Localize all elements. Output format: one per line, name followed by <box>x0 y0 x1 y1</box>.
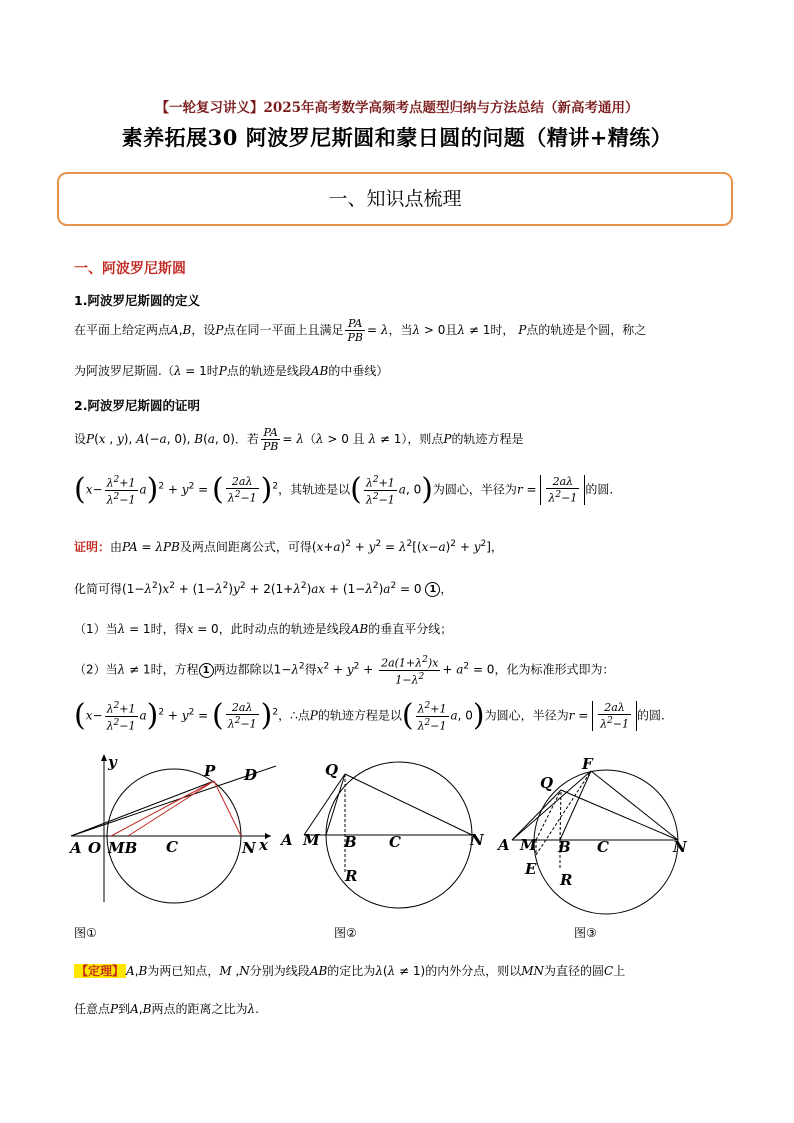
text: （2）当 <box>74 662 118 677</box>
text: 两边都除以 <box>213 662 274 677</box>
heading-apollonius: 一、阿波罗尼斯圆 <box>74 261 186 277</box>
text: ，其轨迹是以 <box>278 482 351 497</box>
text: 为圆心，半径为 <box>484 708 569 723</box>
text: 的轨迹方程是 <box>451 432 524 446</box>
fig2-label-n: N <box>470 831 484 849</box>
text: 的中垂线） <box>328 364 389 378</box>
fig3-label-r: R <box>560 871 573 889</box>
figure-1 <box>68 753 276 903</box>
fig3-label-c: C <box>597 838 609 856</box>
section-box <box>57 172 733 226</box>
text: 分别为线段 <box>249 964 310 978</box>
proof-label: 证明： <box>74 540 111 554</box>
fig1-label-mb: MB <box>108 839 138 857</box>
text: 设 <box>74 432 87 446</box>
equation-line-2: (x− $\frac{\lambda^2+1}{\lambda^2-1}$ $a)^2 + y^2$ = ( $\frac{2a\lambda}{\lambda^2-1}$ )$^2$，∴点P的轨迹方程是以( $\frac{\lambda^2+1}{\lambda^2-1}$ a, 0)为圆心，半径为r = $\frac{2a\lambda}{\lambda^2-1}$ 的圆. <box>74 698 665 734</box>
theorem-line-2: 任意点P到A,B两点的距离之比为λ. <box>74 1002 259 1016</box>
fig2-label-r: R <box>345 867 358 885</box>
definition-line-1: 在平面上给定两点A,B，设P点在同一平面上且满足 $\frac{PA}{PB}$ = λ，当λ > 0且λ ≠ 1时， P点的轨迹是个圆，称之 <box>74 317 647 344</box>
text: 的圆. <box>637 708 665 723</box>
text: 点的轨迹是线段 <box>226 364 311 378</box>
text: ），则点 <box>401 432 444 446</box>
theorem-line-1: 【定理】 A,B为两已知点，M ,N分别为线段AB的定比为λ(λ ≠ 1)的内外分点，则以MN为直径的圆C上 <box>76 964 626 978</box>
text: 由 <box>110 540 123 554</box>
text: 上 <box>613 964 626 978</box>
text: 点在同一平面上且满足 <box>223 323 344 337</box>
fig1-label-y: y <box>108 753 117 771</box>
text: 两点的距离之比为 <box>151 1002 248 1016</box>
figure-3-caption: 图③ <box>574 926 597 940</box>
fig2-label-q: Q <box>325 761 339 779</box>
fig1-label-a: A <box>70 839 82 857</box>
text: 为直径的圆 <box>544 964 605 978</box>
text: （1）当 <box>74 622 118 636</box>
text: 时，得 <box>150 622 187 636</box>
text: 到 <box>118 1002 131 1016</box>
fig3-label-b: B <box>558 838 571 856</box>
text: ，∴点 <box>278 708 310 723</box>
text: ，设 <box>191 323 216 337</box>
figure-2 <box>279 761 485 908</box>
text: 且 <box>445 323 458 337</box>
text: 的内外分点，则以 <box>425 964 522 978</box>
text: （ <box>303 432 316 446</box>
fig3-label-m: M <box>520 836 537 854</box>
document-title: 素养拓展30 阿波罗尼斯圆和蒙日圆的问题（精讲+精练） <box>121 125 673 150</box>
fig3-label-f: F <box>582 755 593 773</box>
fig1-label-n: N <box>242 839 256 857</box>
figures-svg <box>66 752 726 922</box>
text: 点的轨迹是个圆，称之 <box>526 323 647 337</box>
fig1-label-c: C <box>166 838 178 856</box>
fig1-label-x: x <box>259 836 268 854</box>
text: 为圆心，半径为 <box>432 482 517 497</box>
heading-proof: 2.阿波罗尼斯圆的证明 <box>74 398 200 413</box>
document-subtitle: 【一轮复习讲义】2025年高考数学高频考点题型归纳与方法总结（新高考通用） <box>155 100 639 116</box>
fig2-label-m: M <box>303 831 320 849</box>
text: 的定比为 <box>327 964 376 978</box>
proof-line-1: 证明：由PA = λPB及两点间距离公式，可得$(x+a)^2 + y^2 = \lambda^2[(x-a)^2 + y^2]$， <box>74 539 503 554</box>
proof-setup-line: 设P(x , y), A(−a, 0), B(a, 0)．若 $\frac{PA}{PB}$ = λ（λ > 0 且 λ ≠ 1），则点P的轨迹方程是 <box>74 426 524 453</box>
fig3-label-q: Q <box>540 774 554 792</box>
figure-2-caption: 图② <box>334 926 357 940</box>
theorem-label: 【定理】 <box>76 964 125 978</box>
section-box-label: 一、知识点梳理 <box>328 188 462 210</box>
fig2-label-b: B <box>344 833 357 851</box>
text: ．若 <box>234 432 259 446</box>
text: ，化为标准形式即为： <box>494 662 615 677</box>
text: 任意点 <box>74 1002 111 1016</box>
text: 时 <box>206 364 219 378</box>
fig1-label-o: O <box>88 839 102 857</box>
text: 的圆. <box>585 482 614 497</box>
fig2-label-c: C <box>389 833 401 851</box>
text: 在平面上给定两点 <box>74 323 171 337</box>
fig3-label-n: N <box>673 838 687 856</box>
text: 化简可得 <box>74 582 123 596</box>
fig2-label-a: A <box>281 831 293 849</box>
fig1-label-d: D <box>244 766 258 784</box>
text: . <box>255 1002 259 1016</box>
text: 的垂直平分线； <box>368 622 453 636</box>
equation-line-1: (x− $\frac{\lambda^2+1}{\lambda^2-1}$ $a)^2 + y^2$ = ( $\frac{2a\lambda}{\lambda^2-1}$ )$^2$，其轨迹是以( $\frac{\lambda^2+1}{\lambda^2-1}$ a, 0)为圆心，半径为r = $\frac{2a\lambda}{\lambda^2-1}$ 的圆. <box>74 472 614 508</box>
fig3-label-a: A <box>498 836 510 854</box>
text: 的轨迹方程是以 <box>317 708 402 723</box>
text: ，此时动点的轨迹是线段 <box>218 622 351 636</box>
fig1-label-p: P <box>204 762 216 780</box>
text: 为阿波罗尼斯圆.（ <box>74 364 174 378</box>
figure-1-caption: 图① <box>74 926 97 940</box>
text: 时， <box>490 323 515 337</box>
definition-line-2: 为阿波罗尼斯圆.（λ = 1时P点的轨迹是线段AB的中垂线） <box>74 364 389 378</box>
text: ，当 <box>388 323 413 337</box>
proof-case-1: （1）当λ = 1时，得x = 0，此时动点的轨迹是线段AB的垂直平分线； <box>74 622 453 636</box>
fig3-label-e: E <box>525 860 537 878</box>
proof-line-2: 化简可得$(1-\lambda^2)x^2 + (1-\lambda^2)y^2 + 2(1+\lambda^2)ax + (1-\lambda^2)a^2 = 0$ 1 ， <box>74 581 453 596</box>
text: 及两点间距离公式，可得 <box>179 540 312 554</box>
figure-3 <box>496 755 688 914</box>
text: 得 <box>304 662 317 677</box>
proof-case-2: （2）当λ ≠ 1时，方程 1 两边都除以$1-\lambda^2$得$x^2 + y^2$ + $\frac{2a(1+\lambda^2)x}{1-\lambda^2}$ + $a^2 = 0$，化为标准形式即为： <box>74 655 615 687</box>
heading-definition: 1.阿波罗尼斯圆的定义 <box>74 293 200 308</box>
text: 时，方程 <box>150 662 199 677</box>
text: 为两已知点， <box>147 964 220 978</box>
